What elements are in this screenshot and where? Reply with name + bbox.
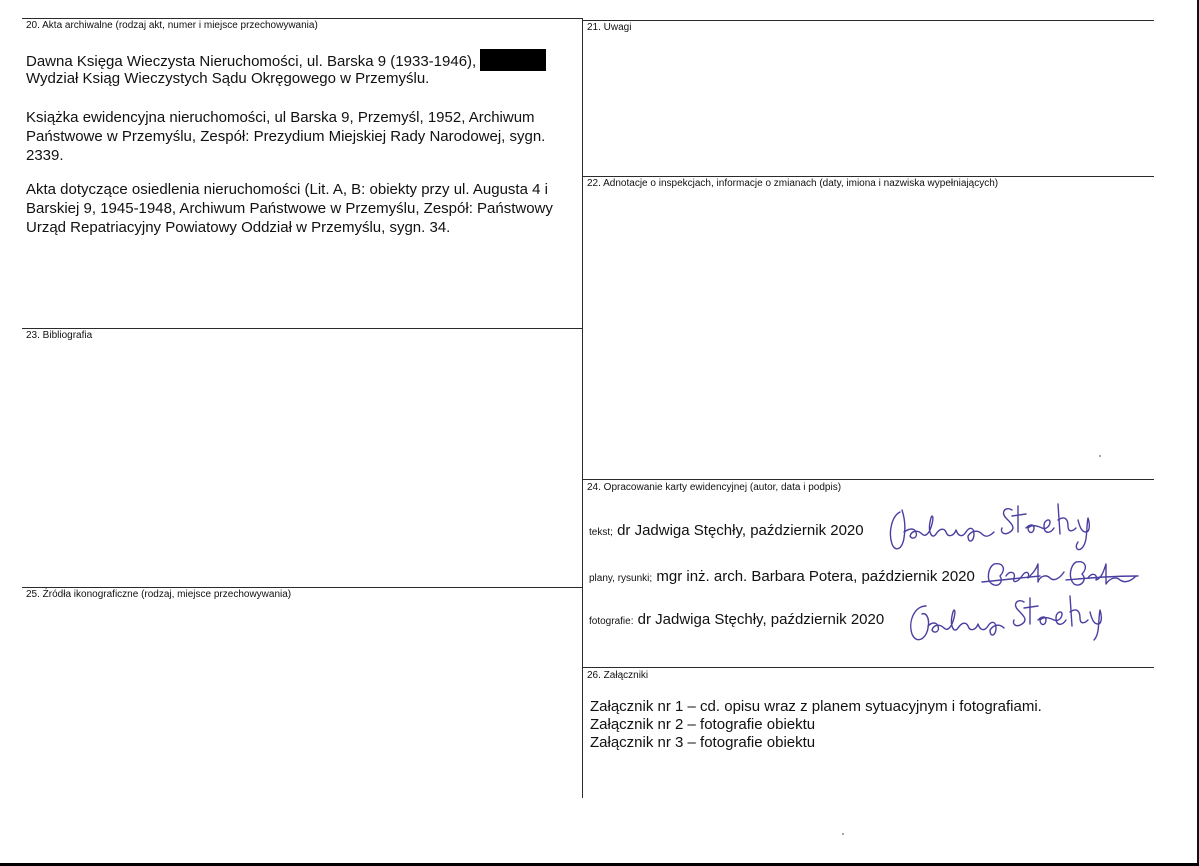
entry-1-line-2: Wydział Ksiąg Wieczystych Sądu Okręgowego w Przemyślu. (26, 70, 430, 87)
scan-speck (1099, 455, 1101, 457)
signature-stechly-1 (882, 498, 1102, 560)
attachment-2: Załącznik nr 2 – fotografie obiektu (590, 716, 816, 733)
section-21-label: 21. Uwagi (587, 22, 632, 33)
section-20-entry-3: Akta dotyczące osiedlenia nieruchomości (Lit. A, B: obiekty przy ul. Augusta 4 i Barskiej 9, 1945-1948, Archiwum Państwowe w Przemyślu, Zespół: Państwowy Urząd Repatriacyjny Powiatowy Oddział w Przemyślu, sygn. 34. (26, 181, 553, 236)
entry-1-line-1: Dawna Księga Wieczysta Nieruchomości, ul. Barska 9 (1933-1946), (26, 53, 477, 70)
author-row-plans-value: mgr inż. arch. Barbara Potera, październik 2020 (656, 568, 975, 585)
section-20-entry-2: Książka ewidencyjna nieruchomości, ul Barska 9, Przemyśl, 1952, Archiwum Państwowe w Przemyślu, Zespół: Prezydium Miejskiej Rady Narodowej, sygn. 2339. (26, 109, 546, 164)
author-row-plans-prefix: plany, rysunki; (589, 573, 653, 584)
author-row-photos-prefix: fotografie: (589, 616, 634, 627)
section-25-label: 25. Źródła ikonograficzne (rodzaj, miejsce przechowywania) (26, 589, 292, 600)
section-26-label: 26. Załączniki (587, 670, 649, 681)
section-22-label: 22. Adnotacje o inspekcjach, informacje o zmianach (daty, imiona i nazwiska wypełniających) (587, 178, 999, 189)
rule-22 (583, 176, 1154, 177)
rule-26 (583, 667, 1154, 668)
author-row-plans (589, 568, 975, 588)
center-divider (582, 18, 583, 798)
signature-potera (980, 554, 1140, 590)
redaction-block (480, 49, 546, 71)
section-24-label: 24. Opracowanie karty ewidencyjnej (autor, data i podpis) (587, 482, 842, 493)
top-rule-right (583, 20, 1154, 21)
rule-23 (22, 328, 583, 329)
author-row-text-prefix: tekst; (589, 527, 613, 538)
section-20-entry-1 (26, 49, 578, 88)
top-rule-left (22, 18, 583, 19)
attachments-list (590, 698, 1042, 752)
scan-speck (842, 833, 844, 835)
rule-24 (583, 479, 1154, 480)
author-row-text (589, 522, 864, 542)
author-row-text-value: dr Jadwiga Stęchły, październik 2020 (617, 522, 864, 539)
author-row-photos-value: dr Jadwiga Stęchły, październik 2020 (637, 611, 885, 628)
author-row-photos (589, 611, 884, 631)
section-20-label: 20. Akta archiwalne (rodzaj akt, numer i miejsce przechowywania) (26, 20, 318, 31)
signature-stechly-2 (900, 592, 1110, 650)
attachment-1: Załącznik nr 1 – cd. opisu wraz z planem sytuacyjnym i fotografiami. (590, 698, 1042, 715)
attachment-3: Załącznik nr 3 – fotografie obiektu (590, 734, 816, 751)
section-23-label: 23. Bibliografia (26, 330, 93, 341)
rule-25 (22, 587, 583, 588)
